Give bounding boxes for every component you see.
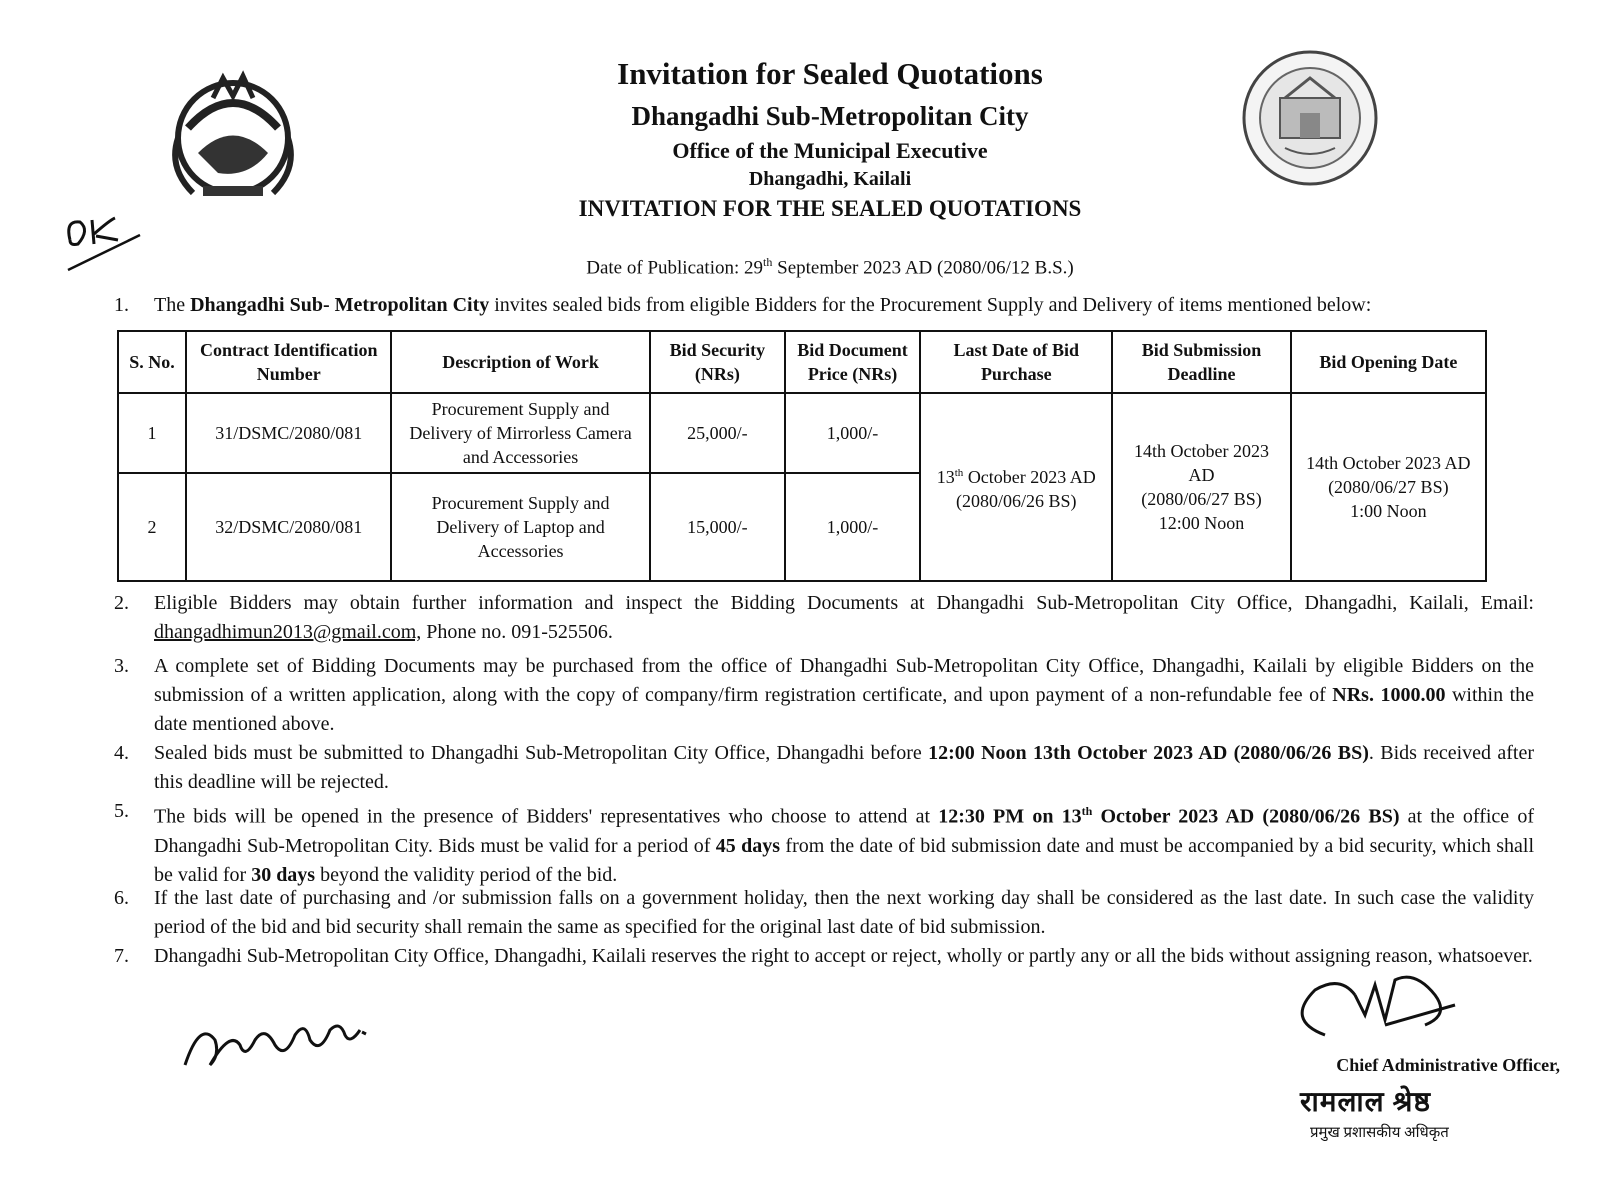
signature-right-icon <box>1285 965 1465 1055</box>
col-submission: Bid Submission Deadline <box>1112 331 1290 393</box>
officer-block <box>1270 1055 1560 1142</box>
municipal-seal-icon <box>1240 48 1380 188</box>
paragraph-4: 4. Sealed bids must be submitted to Dhangadhi Sub-Metropolitan City Office, Dhangadhi before 12:00 Noon 13th October 2023 AD (2080/06/26 BS). Bids received after this deadline will be rejected. <box>114 742 1534 793</box>
cell-description: Procurement Supply and Delivery of Mirrorless Camera and Accessories <box>391 393 649 473</box>
table-row <box>118 393 1486 473</box>
cell-last-purchase: 13th October 2023 AD (2080/06/26 BS) <box>920 393 1112 581</box>
office-address: Dhangadhi, Kailali <box>748 168 912 190</box>
email-link[interactable]: dhangadhimun2013@gmail.com, <box>154 621 422 643</box>
cell-contract-id: 32/DSMC/2080/081 <box>186 473 391 581</box>
cell-sno: 2 <box>118 473 186 581</box>
paragraph-2: 2. Eligible Bidders may obtain further information and inspect the Bidding Documents at Dhangadhi Sub-Metropolitan City Office, Dhangadhi, Kailali, Email: dhangadhimun2013@gmail.com, Phone no. 091-525506. <box>114 592 1534 643</box>
table-header-row <box>118 331 1486 393</box>
col-doc-price: Bid Document Price (NRs) <box>785 331 920 393</box>
office-name: Office of the Municipal Executive <box>672 138 988 163</box>
cell-bid-security: 15,000/- <box>650 473 785 581</box>
signature-left-icon <box>180 1010 380 1080</box>
col-opening: Bid Opening Date <box>1291 331 1486 393</box>
cell-contract-id: 31/DSMC/2080/081 <box>186 393 391 473</box>
cell-sno: 1 <box>118 393 186 473</box>
government-emblem-icon <box>158 58 308 208</box>
col-contract-id: Contract Identification Number <box>186 331 391 393</box>
paragraph-3: 3. A complete set of Bidding Documents may be purchased from the office of Dhangadhi Sub-Metropolitan City Office, Dhangadhi, Kailali by eligible Bidders on the submission of a written application, along with the copy of company/firm registration certificate, and upon payment of a non-refundable fee of NRs. 1000.00 within the date mentioned above. <box>114 655 1535 735</box>
notice-header <box>460 52 1200 226</box>
handwritten-ok-mark-icon <box>60 210 150 280</box>
col-bid-security: Bid Security (NRs) <box>650 331 785 393</box>
paragraph-6: 6. If the last date of purchasing and /or submission falls on a government holiday, then the next working day shall be considered as the last date. In such case the validity period of the bid and bid security shall remain the same as specified for the original last date of bid submission. <box>114 887 1534 938</box>
notice-subtitle: INVITATION FOR THE SEALED QUOTATIONS <box>578 196 1082 221</box>
officer-title: Chief Administrative Officer, <box>1336 1055 1560 1075</box>
paragraph-7: 7. Dhangadhi Sub-Metropolitan City Office, Dhangadhi, Kailali reserves the right to accept or reject, wholly or partly any or all the bids without assigning reason, whatsoever. <box>114 945 1533 967</box>
officer-subtitle: प्रमुख प्रशासकीय अधिकृत <box>1310 1125 1449 1141</box>
paragraph-1: 1. The Dhangadhi Sub- Metropolitan City invites sealed bids from eligible Bidders for the Procurement Supply and Delivery of items mentioned below: <box>114 294 1372 316</box>
org-name: Dhangadhi Sub-Metropolitan City <box>631 101 1029 131</box>
col-description: Description of Work <box>391 331 649 393</box>
cell-opening: 14th October 2023 AD (2080/06/27 BS) 1:00 Noon <box>1291 393 1486 581</box>
bid-table <box>117 330 1487 582</box>
cell-bid-security: 25,000/- <box>650 393 785 473</box>
officer-name: रामलाल श्रेष्ठ <box>1300 1087 1431 1118</box>
col-sno: S. No. <box>118 331 186 393</box>
notice-title: Invitation for Sealed Quotations <box>617 56 1043 91</box>
cell-submission: 14th October 2023 AD (2080/06/27 BS) 12:00 Noon <box>1112 393 1290 581</box>
cell-description: Procurement Supply and Delivery of Laptop and Accessories <box>391 473 649 581</box>
cell-doc-price: 1,000/- <box>785 393 920 473</box>
paragraph-5: 5. The bids will be opened in the presence of Bidders' representatives who choose to attend at 12:30 PM on 13th October 2023 AD (2080/06/26 BS) at the office of Dhangadhi Sub-Metropolitan City. Bids must be valid for a period of 45 days from the date of bid submission date and must be accompanied by a bid security, which shall be valid for 30 days beyond the validity period of the bid. <box>114 800 1535 886</box>
publication-date: Date of Publication: 29th September 2023 AD (2080/06/12 B.S.) <box>586 255 1074 279</box>
col-last-purchase: Last Date of Bid Purchase <box>920 331 1112 393</box>
cell-doc-price: 1,000/- <box>785 473 920 581</box>
